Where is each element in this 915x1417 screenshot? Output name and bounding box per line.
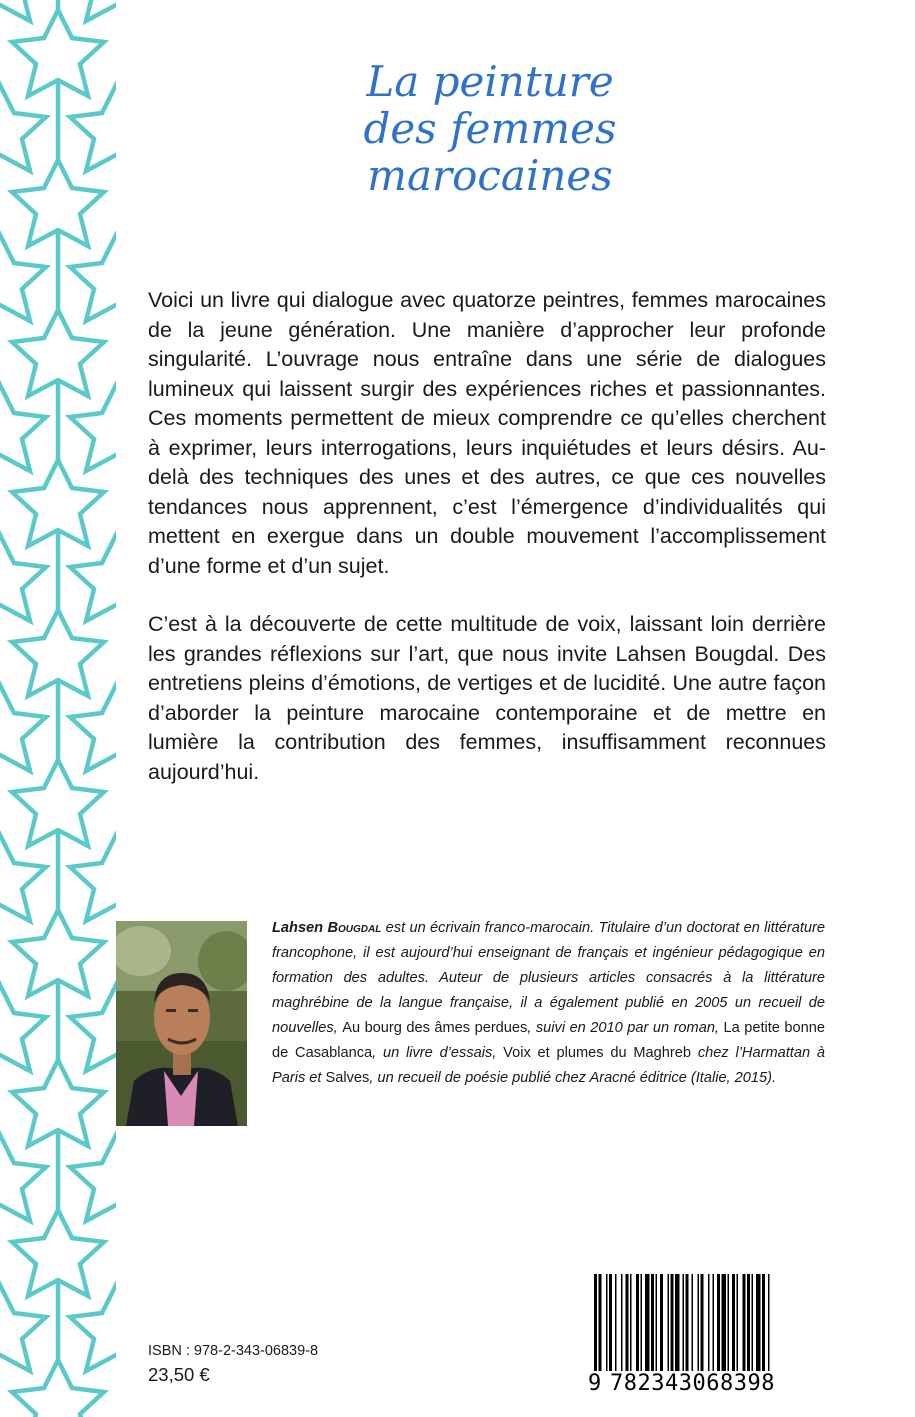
author-name <box>272 920 381 936</box>
geometric-pattern-border <box>0 0 116 1417</box>
author-first-name: Lahsen <box>272 920 324 936</box>
isbn-label: ISBN : 978-2-343-06839-8 <box>148 1343 319 1359</box>
title-line-1: La peinture <box>366 57 614 106</box>
author-photo <box>116 921 247 1126</box>
bio-text-2: , suivi en 2010 par un roman, <box>527 1020 724 1036</box>
title-line-2: des femmes <box>363 104 617 153</box>
price-label: 23,50 € <box>148 1364 210 1385</box>
author-bio <box>272 916 825 1091</box>
barcode-digits: 782343068398 <box>604 1371 826 1396</box>
bio-work-4: Salves <box>325 1070 370 1086</box>
bio-text-1: est un écrivain franco-marocain. Titulaire d’un doctorat en littérature francophone, il est aujourd’hui enseignant de français et ingénieur pédagogique en formation des adultes. Auteur de plusieurs articles consacrés à la littérature maghrébine de la langue française, il a également publié en 2005 un recueil de nouvelles, <box>272 920 825 1036</box>
description-paragraph-2: C’est à la découverte de cette multitude de voix, laissant loin derrière les grandes réflexions sur l’art, que nous invite Lahsen Bougdal. Des entretiens pleins d’émotions, de vertiges et de lucidité. Une autre façon d’aborder la peinture marocaine contemporaine et de mettre en lumière la contribution des femmes, insuffisamment reconnues aujourd’hui. <box>148 612 826 784</box>
description-paragraph-1: Voici un livre qui dialogue avec quatorze peintres, femmes marocaines de la jeune génération. Une manière d’approcher leur profonde singularité. L’ouvrage nous entraîne dans une série de dialogues lumineux qui laissent surgir des expériences riches et passionnantes. Ces moments permettent de mieux comprendre ce qu’elles cherchent à exprimer, leurs interrogations, leurs inquiétudes et leurs désirs. Au-delà des techniques des unes et des autres, ce que ces nouvelles tendances nous apprennent, c’est l’émergence d’individualités qui mettent en exergue dans un double mouvement l’accomplissement d’une forme et d’un sujet. <box>148 288 826 578</box>
barcode-first-digit: 9 <box>588 1371 604 1396</box>
bio-text-3: , un livre d’essais, <box>372 1045 504 1061</box>
author-last-name: Bougdal <box>327 920 382 936</box>
bio-text-4: chez l’Harmattan à Paris et <box>272 1045 825 1086</box>
barcode-number <box>588 1364 826 1396</box>
bio-work-3: Voix et plumes du Maghreb <box>503 1045 692 1061</box>
bio-work-1: Au bourg des âmes perdues <box>342 1020 528 1036</box>
title-line-3: marocaines <box>367 151 613 200</box>
book-description <box>148 286 826 816</box>
bio-text-5: , un recueil de poésie publié chez Aracné éditrice (Italie, 2015). <box>369 1070 777 1086</box>
book-title <box>300 58 680 199</box>
bio-work-2: La petite bonne de Casablanca <box>272 1020 825 1061</box>
